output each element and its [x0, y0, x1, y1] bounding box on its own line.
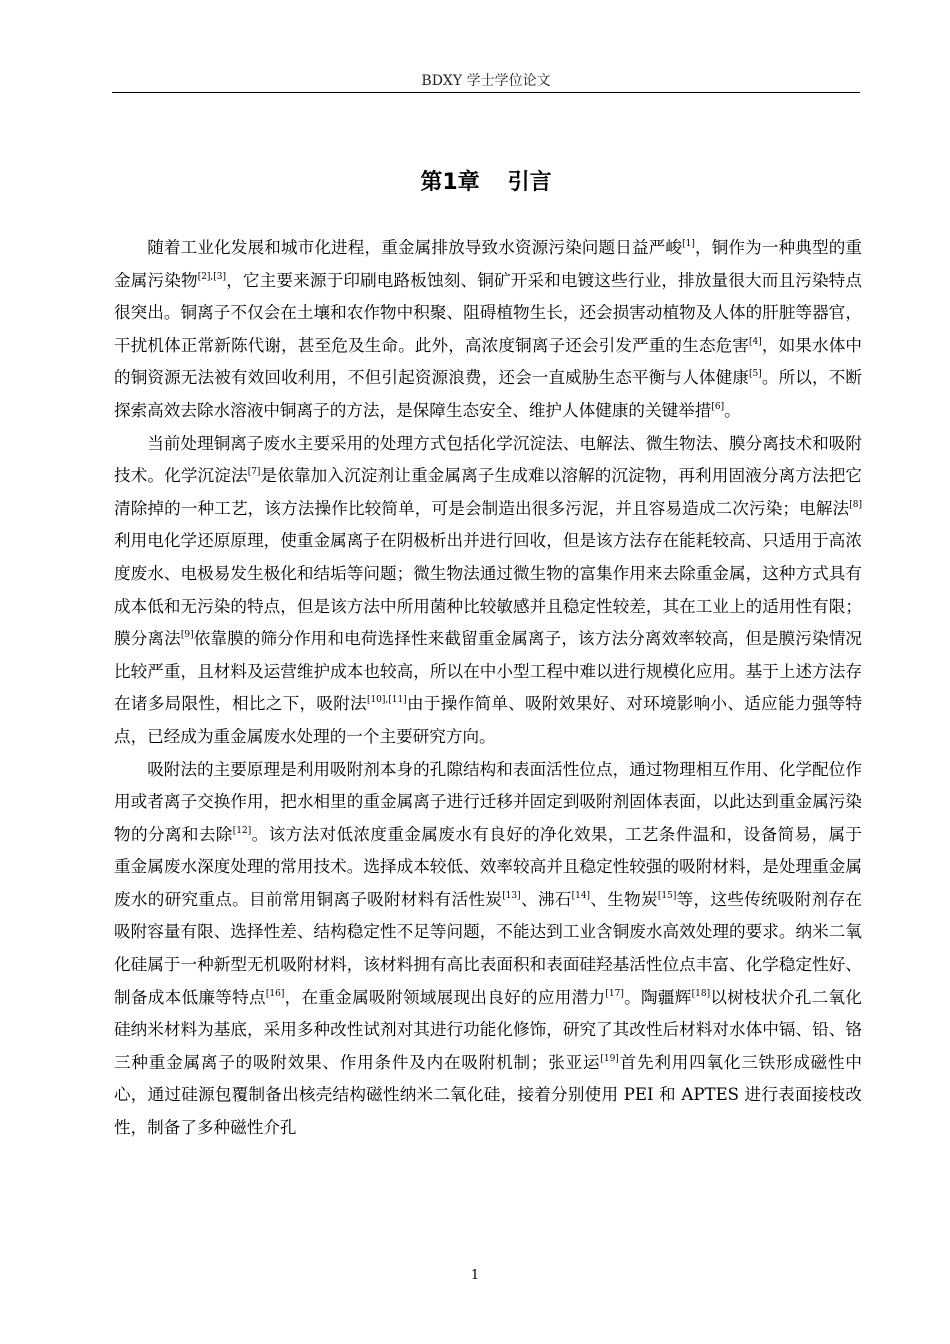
- paragraph-text: 、沸石: [520, 889, 572, 909]
- paragraph-text: 。该方法对低浓度重金属废水有良好的净化效果，工艺条件温和，设备简易，属于重金属废水深度处理的常用技术。选择成本较低、效率较高并且稳定性较强的吸附材料，是处理重金属废水的研究重点。目前常用铜离子吸附材料有活性炭: [114, 824, 863, 909]
- citation-ref: [1]: [682, 239, 695, 249]
- paragraph-text: 由于操作简单、吸附效果好、对环境影响小、适应能力强等特点，已经成为重金属废水处理的一个主要研究方向。: [114, 694, 863, 746]
- citation-ref: [8]: [849, 499, 862, 510]
- paragraph-text: 首先利用四氧化三铁形成磁性中心，通过硅源包覆制备出核壳结构磁性纳米二氧化硅，接着分别使用 PEI 和 APTES 进行表面接枝改性，制备了多种磁性介孔: [114, 1052, 862, 1138]
- citation-ref: [19]: [600, 1053, 619, 1064]
- paragraph-text: ，铜作为一种典型的重金属污染物: [114, 238, 863, 290]
- citation-ref: [5]: [749, 369, 762, 380]
- citation-ref: [10],[11]: [366, 695, 407, 706]
- citation-ref: [13]: [502, 890, 521, 901]
- paragraph-text: 当前处理铜离子废水主要采用的处理方式包括化学沉淀法、电解法、微生物法、膜分离技术和吸附技术。化学沉淀法: [114, 433, 862, 486]
- paragraph-text: 依靠膜的筛分作用和电荷选择性来截留重金属离子，该方法分离效率较高，但是膜污染情况比较严重，且材料及运营维护成本也较高，所以在中小型工程中难以进行规模化应用。基于上述方法存在诸多局限性，相比之下，吸附法: [114, 629, 863, 714]
- citation-ref: [18]: [691, 988, 711, 999]
- page-header: [112, 70, 860, 93]
- citation-ref: [9]: [180, 630, 194, 641]
- paragraph-text: 。: [724, 400, 741, 420]
- page-header-text: BDXY 学士学位论文: [421, 73, 551, 89]
- paragraph-text: 是依靠加入沉淀剂让重金属离子生成难以溶解的沉淀物，再利用固液分离方法把它清除掉的一种工艺，该方法操作比较简单，可是会制造出很多污泥，并且容易造成二次污染；电解法: [114, 466, 863, 518]
- paragraph-text: 等，这些传统吸附剂存在吸附容量有限、选择性差、结构稳定性不足等问题，不能达到工业含铜废水高效处理的要求。纳米二氧化硅属于一种新型无机吸附材料，该材料拥有高比表面积和表面硅羟基活性位点丰富、化学稳定性好、制备成本低廉等特点: [114, 889, 863, 1007]
- citation-ref: [16]: [265, 988, 285, 999]
- paragraph-2: [114, 428, 862, 754]
- paragraph-text: 。陶疆辉: [623, 987, 692, 1007]
- citation-ref: [7]: [247, 467, 261, 478]
- chapter-title-text: 引言: [507, 170, 552, 195]
- body-text: [114, 232, 862, 1145]
- paragraph-text: 。所以，不断探索高效去除水溶液中铜离子的方法，是保障生态安全、维护人体健康的关键举措: [114, 368, 863, 420]
- paragraph-text: ，如果水体中的铜资源无法被有效回收利用，不但引起资源浪费，还会一直威胁生态平衡与人体健康: [114, 335, 863, 388]
- citation-ref: [4]: [749, 336, 762, 347]
- citation-ref: [15]: [657, 890, 677, 901]
- paragraph-text: 吸附法的主要原理是利用吸附剂本身的孔隙结构和表面活性位点，通过物理相互作用、化学配位作用或者离子交换作用，把水相里的重金属离子进行迁移并固定到吸附剂固体表面，以此达到重金属污染物的分离和去除: [114, 759, 862, 844]
- citation-ref: [17]: [605, 988, 624, 999]
- paragraph-text: ，在重金属吸附领域展现出良好的应用潜力: [284, 987, 606, 1007]
- paragraph-1: [114, 232, 862, 428]
- citation-ref: [12]: [232, 825, 252, 836]
- citation-ref: [14]: [571, 890, 591, 901]
- paragraph-text: 、生物炭: [590, 889, 658, 909]
- paragraph-text: 以树枝状介孔二氧化硅纳米材料为基底，采用多种改性试剂对其进行功能化修饰，研究了其改性后材料对水体中镉、铅、铬三种重金属离子的吸附效果、作用条件及内在吸附机制；张亚运: [114, 987, 863, 1072]
- citation-ref: [6]: [711, 401, 725, 412]
- paragraph-text: ，它主要来源于印刷电路板蚀刻、铜矿开采和电镀这些行业，排放量很大而且污染特点很突出。铜离子不仅会在土壤和农作物中积聚、阻碍植物生长，还会损害动植物及人体的肝脏等器官，干扰机体正常新陈代谢，甚至危及生命。此外，高浓度铜离子还会引发严重的生态危害: [114, 270, 863, 355]
- paragraph-text: 利用电化学还原原理，使重金属离子在阴极析出并进行回收，但是该方法存在能耗较高、只适用于高浓度废水、电极易发生极化和结垢等问题；微生物法通过微生物的富集作用来去除重金属，这种方式具有成本低和无污染的特点，但是该方法中所用菌种比较敏感并且稳定性较差，其在工业上的适用性有限；膜分离法: [114, 531, 862, 649]
- paragraph-text: 随着工业化发展和城市化进程，重金属排放导致水资源污染问题日益严峻: [147, 238, 683, 257]
- page-number: 1: [470, 1268, 480, 1283]
- citation-ref: [2],[3]: [197, 271, 227, 282]
- chapter-title: [112, 168, 860, 198]
- paragraph-3: [114, 754, 862, 1145]
- chapter-number: 第1章: [420, 170, 480, 195]
